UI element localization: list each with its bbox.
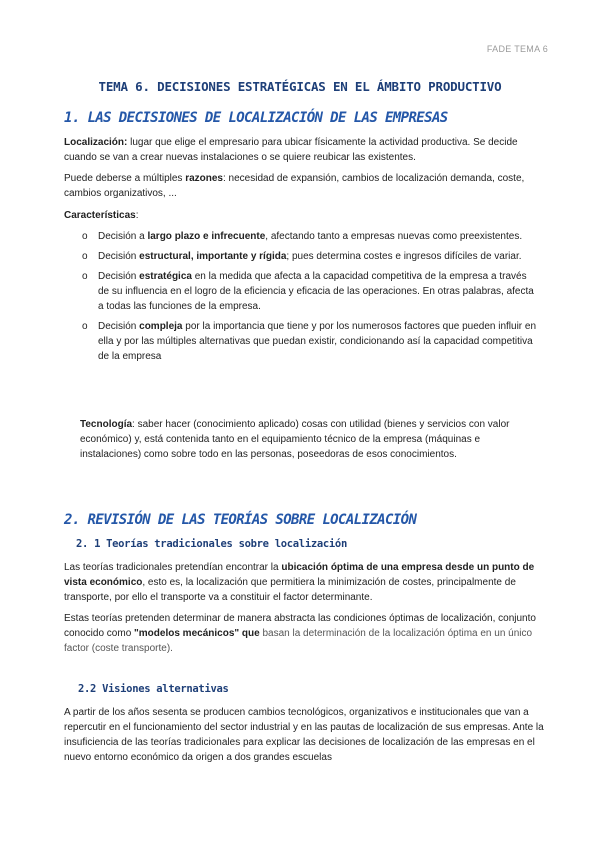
tecnologia-paragraph (80, 417, 530, 462)
razones-bold: razones (185, 173, 223, 184)
tecnologia-label: Tecnología (80, 419, 133, 430)
localizacion-label: Localización: (64, 137, 128, 148)
bullet-text-bold: estructural, importante y rígida (139, 251, 287, 262)
bullet-text-pre: Decisión (98, 271, 140, 282)
subsection-2-1-heading: 2. 1 Teorías tradicionales sobre localización (76, 538, 347, 550)
bullet-text-bold: largo plazo e infrecuente (147, 231, 266, 242)
p2-pre: Estas teorías pretenden determinar de manera abstracta las condiciones óptimas de localización, conjunto conocido como (64, 613, 536, 639)
razones-paragraph (64, 171, 544, 201)
p1-bold: ubicación óptima de una empresa desde un punto de vista económico (64, 562, 535, 588)
document-title: TEMA 6. DECISIONES ESTRATÉGICAS EN EL ÁMBITO PRODUCTIVO (98, 79, 502, 94)
page-header-tag: FADE TEMA 6 (486, 44, 548, 54)
teorias-tradicionales-paragraph (64, 560, 544, 605)
caracteristicas-colon: : (135, 210, 139, 221)
bullet-mark: o (82, 321, 88, 332)
bullet-text-bold: compleja (139, 321, 183, 332)
section-2-heading: 2. REVISIÓN DE LAS TEORÍAS SOBRE LOCALIZACIÓN (64, 512, 417, 528)
tecnologia-text: : saber hacer (conocimiento aplicado) cosas con utilidad (bienes y servicios con valor económico) y, está contenida tanto en el equipamiento técnico de la empresa (máquinas e instalaciones) como sobre todo en las personas, poseedoras de esos conocimientos. (80, 419, 510, 460)
p2-bold: "modelos mecánicos" que (134, 628, 260, 639)
bullet-text-pre: Decisión (98, 251, 140, 262)
p2-post: basan la determinación de la localización óptima en un único factor (coste transporte). (64, 628, 533, 654)
modelos-mecanicos-paragraph (64, 611, 544, 656)
bullet-mark: o (82, 231, 88, 242)
localizacion-text: lugar que elige el empresario para ubicar físicamente la actividad productiva. Se decide cuando se van a crear nuevas instalaciones o se quiere reubicar las existentes. (64, 137, 518, 163)
bullet-text-post: , afectando tanto a empresas nuevas como preexistentes. (265, 231, 523, 242)
razones-post: : necesidad de expansión, cambios de localización demanda, coste, cambios organizativos, ... (64, 173, 525, 199)
list-item (80, 229, 540, 244)
localizacion-paragraph (64, 135, 544, 165)
bullet-text-post: por la importancia que tiene y por los numerosos factores que pueden influir en ella y por las múltiples alternativas que puedan existir, condicionando así la capacidad competitiva de la empresa (98, 321, 537, 362)
visiones-alternativas-paragraph: A partir de los años sesenta se producen cambios tecnológicos, organizativos e institucionales que van a repercutir en el funcionamiento del sector industrial y en las pautas de localización de sus empresas. Ante la insuficiencia de las teorías tradicionales para explicar las decisiones de localización de las empresas en el nuevo entorno económico da origen a dos grandes escuelas (64, 707, 544, 763)
list-item (80, 319, 540, 364)
caracteristicas-label: Características (64, 210, 136, 221)
bullet-text-pre: Decisión a (98, 231, 148, 242)
p1-pre: Las teorías tradicionales pretendían encontrar la (64, 562, 282, 573)
p1-post: , esto es, la localización que permitiera la minimización de costes, principalmente de transporte, por ello el transporte va a constituir el factor determinante. (64, 577, 516, 603)
bullet-mark: o (82, 251, 88, 262)
bullet-mark: o (82, 271, 88, 282)
list-item (80, 269, 540, 314)
razones-pre: Puede deberse a múltiples (64, 173, 186, 184)
bullet-text-pre: Decisión (98, 321, 140, 332)
subsection-2-2-heading: 2.2 Visiones alternativas (78, 683, 229, 695)
caracteristicas-heading (64, 208, 544, 223)
bullet-text-post: ; pues determina costes e ingresos difíciles de variar. (286, 251, 522, 262)
list-item (80, 249, 540, 264)
bullet-text-bold: estratégica (139, 271, 192, 282)
caracteristicas-list (80, 229, 540, 369)
bullet-text-post: en la medida que afecta a la capacidad competitiva de la empresa a través de su influencia en el logro de la eficiencia y eficacia de las operaciones. En otras palabras, afecta a todas las funciones de la empresa. (98, 271, 534, 312)
section-1-heading: 1. LAS DECISIONES DE LOCALIZACIÓN DE LAS EMPRESAS (64, 110, 448, 126)
